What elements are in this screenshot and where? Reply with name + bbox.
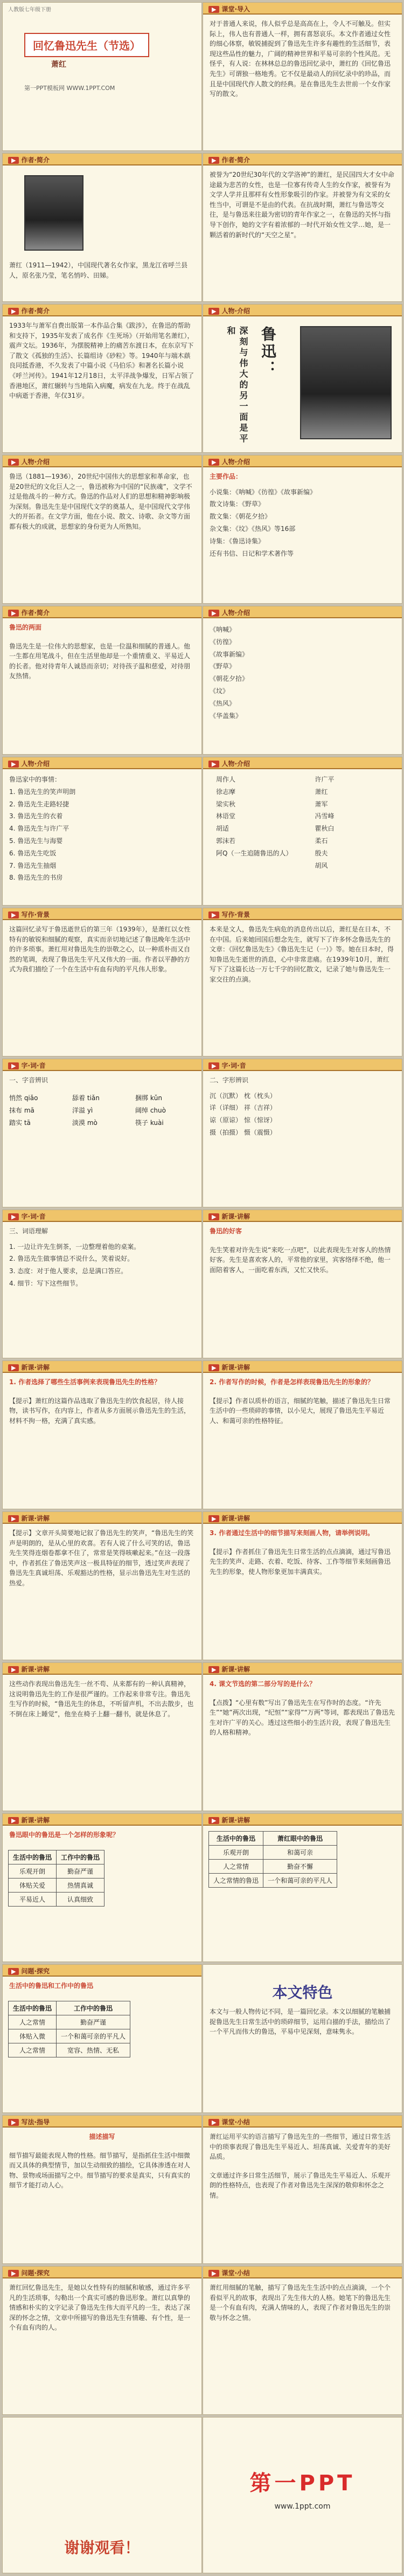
- people-item: 许广平: [315, 776, 335, 783]
- words-slide: [2, 1210, 202, 1358]
- table-cell: 宽容、热情、无私: [57, 2043, 130, 2057]
- pron-item: 捆绑 kǔn: [135, 1094, 162, 1102]
- image2-table: [208, 1831, 337, 1888]
- image-title: 鲁迅眼中的鲁迅是一个怎样的形象呢？: [9, 1831, 120, 1839]
- author-photo: [24, 175, 83, 251]
- luxun-slide: [203, 304, 402, 453]
- writing-title: 描述描写: [89, 2133, 115, 2140]
- luxun-bio-text: 鲁迅（1881—1936），20世纪中国伟大的思想家和革命家，也是20世纪的文化巨人之一，鲁迅被称为中国的“民族魂”，文学不过是他战斗的一种方式。鲁迅的作品对人们的思想和精神影响极为深刻。鲁迅先生是中国现代文学的奠基人，是中国现代文学伟大的开拓者。在文学方面，他在小说、散文、诗歌、杂文等方面都有极大的成就，思想家的身份更为人所熟知。: [9, 473, 192, 530]
- events-slide: [2, 757, 202, 906]
- events-banner: ▶ 人物·介绍: [3, 757, 201, 769]
- people-item: 胡风: [315, 861, 328, 869]
- q4-answer: 【点拨】“心里有数”写出了鲁迅先生在写作时的态度。“许先生”“她”两次出现，“纪恒”“家得”“万两”等词，都表现出了鲁迅先生对许广平的关心。透过这些细小的生活片段，表现了鲁迅先生的人格和精神。: [210, 1698, 395, 1737]
- events-item: 4. 鲁迅先生与许广平: [9, 825, 69, 833]
- works-item: 杂文集：《坟》《热风》等16部: [210, 524, 296, 533]
- author-banner: ▶ 作者·简介: [3, 154, 201, 165]
- q1-slide: [2, 1360, 202, 1509]
- words-item: 1. 一边让许先生倒茶，一边整理着他的桌案。: [9, 1242, 141, 1251]
- background-slide: [2, 908, 202, 1056]
- background2-slide: [203, 908, 402, 1056]
- image2-banner: ▶ 新课·讲解: [203, 1814, 402, 1826]
- table-head: 生活中的鲁迅: [9, 1850, 57, 1864]
- image-slide: [2, 1813, 202, 1962]
- works-banner: ▶ 人物·介绍: [203, 455, 402, 467]
- two-sides-text: 鲁迅先生是一位伟大的思想家，也是一位温和细腻的普通人。他一生都在用笔战斗，但在生活里他却是一个重情重义、平易近人的长者。他对待青年人诚恳而亲切；对待孩子温和慈爱，对待朋友热情。: [9, 642, 191, 680]
- explore-title: 生活中的鲁迅和工作中的鲁迅: [9, 1982, 94, 1990]
- author-bio-banner: ▶ 作者·简介: [203, 154, 402, 165]
- table-cell: 人之常情: [209, 1860, 263, 1874]
- brand-logo: 第一PPT模板网 WWW.1PPT.COM: [24, 85, 115, 92]
- people-item: 阿Q（一生追随鲁迅的人）: [216, 849, 292, 857]
- background-banner: ▶ 写作·背景: [3, 908, 201, 920]
- words-item: 4. 细节：写下这些细节。: [9, 1279, 82, 1287]
- people-item: 柔石: [315, 837, 328, 845]
- works-slide: [203, 455, 402, 604]
- luxun-banner: ▶ 人物·介绍: [203, 305, 402, 316]
- author-bio-slide: [203, 153, 402, 302]
- people-col1: [210, 774, 292, 872]
- luxun-vert-title: 鲁迅：: [259, 326, 277, 378]
- features-text: 本文与一般人物传记不同，是一篇回忆录。本文以细腻的笔触捕捉鲁迅先生日常生活中的琐碎细节，运用白描的手法，描绘出了一个平凡而伟大的鲁迅，平易中见深刻，意味隽永。: [210, 2008, 391, 2036]
- author-caption: 萧红（1911—1942），中国现代著名女作家，黑龙江省呼兰县人，原名张乃莹，笔名悄吟、田娣。: [9, 261, 188, 279]
- words-item: 3. 态度：对于他人要求，总是满口答应。: [9, 1267, 128, 1275]
- works2-item: 《热风》: [210, 699, 236, 707]
- characters-item: 摄（拍摄） 慑（震慑）: [210, 1128, 276, 1136]
- people-item: 梁实秋: [216, 800, 236, 808]
- people-item: 冯雪峰: [315, 812, 335, 820]
- characters-item: 详（详细） 祥（吉祥）: [210, 1104, 276, 1112]
- q1-answer: 【提示】萧红的这篇作品选取了鲁迅先生的饮食起居，待人接物，读书写作，在内容上，作者从多方面展示鲁迅先生的生活，材料不拘一格，充满了真实感。: [9, 1397, 191, 1425]
- q1-banner: ▶ 新课·讲解: [3, 1361, 201, 1373]
- events-item: 鲁迅家中的事情：: [9, 776, 61, 783]
- q4-slide: [203, 1662, 402, 1811]
- table-cell: 勤奋严谨: [57, 2015, 130, 2029]
- image-banner: ▶ 新课·讲解: [3, 1814, 201, 1826]
- luxun-photo: [300, 326, 392, 439]
- table-cell: 人之常情: [9, 2015, 57, 2029]
- table-cell: 平易近人: [9, 1892, 57, 1906]
- image2-slide: [203, 1813, 402, 1962]
- pronunciation-grid: [3, 1090, 201, 1130]
- pron-item: 阔绰 chuò: [135, 1106, 166, 1114]
- intro-slide: [203, 2, 402, 151]
- works2-item: 《故事新编》: [210, 650, 249, 658]
- intro-banner: ▶ 课堂·导入: [203, 3, 402, 15]
- q3-answer: 【提示】作者抓住了鲁迅先生日常生活的点点滴滴，通过写鲁迅先生的笑声、走路、衣着、吃饭、待客、工作等细节来刻画鲁迅先生的形象，使人物形象更加丰满真实。: [210, 1548, 391, 1576]
- table-head: 萧红眼中的鲁迅: [263, 1832, 337, 1846]
- image-table: [8, 1850, 105, 1907]
- works-list: [203, 486, 402, 560]
- people-banner: ▶ 人物·介绍: [203, 757, 402, 769]
- luxun-vert-sub: 深刻与伟大的另一面是平和: [226, 326, 248, 445]
- footer-sub: www.1ppt.com: [274, 2502, 331, 2511]
- summary2-text: 萧红用细腻的笔触，描写了鲁迅先生生活中的点点滴滴，一个个看似平凡的故事，表现出了先生伟大的人格。她笔下的鲁迅先生是一个有血有肉，充满人情味的人，表现了作者对鲁迅先生的崇敬与怀念之情。: [210, 2284, 391, 2322]
- works-item: 小说集：《呐喊》《彷徨》《故事新编》: [210, 488, 317, 496]
- luxun-bio-banner: ▶ 人物·介绍: [3, 455, 201, 467]
- q2-banner: ▶ 新课·讲解: [203, 1361, 402, 1373]
- luxun-bio-slide: [2, 455, 202, 604]
- pron-item: 筷子 kuài: [135, 1118, 164, 1127]
- two-sides-sub: 鲁迅的两面: [9, 624, 42, 631]
- two-sides-banner: ▶ 作者·简介: [3, 606, 201, 618]
- works2-item: 《呐喊》: [210, 626, 236, 633]
- author-bio2-slide: [2, 304, 202, 453]
- people-item: 徐志摩: [216, 788, 236, 796]
- characters-list: [203, 1090, 402, 1139]
- words-title: 三、词语理解: [9, 1227, 48, 1235]
- table-cell: 一个和蔼可亲的平凡人: [57, 2029, 130, 2043]
- background2-banner: ▶ 写作·背景: [203, 908, 402, 920]
- people-col2: [308, 774, 334, 872]
- table-cell: 体贴入微: [9, 2029, 57, 2043]
- summary-slide: [203, 2115, 402, 2264]
- characters-item: 沉（沉默） 枕（枕头）: [210, 1092, 276, 1100]
- events-item: 3. 鲁迅先生的衣着: [9, 812, 63, 820]
- pronunciation-title: 一、字音辨识: [9, 1076, 48, 1084]
- works2-item: 《坟》: [210, 687, 229, 695]
- features-title: 本文特色: [272, 1984, 333, 2001]
- table-head: 生活中的鲁迅: [209, 1832, 263, 1846]
- words-item: 2. 鲁迅先生做事情总不说什么，笑着说好。: [9, 1255, 134, 1263]
- works2-item: 《彷徨》: [210, 638, 236, 646]
- table-cell: 勤奋不懈: [263, 1860, 337, 1874]
- works2-item: 《野草》: [210, 662, 236, 671]
- characters-item: 谅（原谅） 惊（惊讶）: [210, 1116, 276, 1124]
- table-head: 生活中的鲁迅: [9, 2001, 57, 2015]
- characters-title: 二、字形辨识: [210, 1076, 249, 1084]
- works-item: 诗集：《鲁迅诗集》: [210, 537, 265, 545]
- pron-item: 悄然 qiǎo: [9, 1094, 38, 1102]
- events-item: 8. 鲁迅先生的书房: [9, 874, 63, 882]
- top-tag: 人教版七年级下册: [8, 7, 51, 13]
- pron-item: 抹布 mā: [9, 1106, 34, 1114]
- table-cell: 认真细致: [57, 1892, 105, 1906]
- q2-question: 2. 作者写作的时候，作者是怎样表现鲁迅先生的形象的？: [210, 1378, 374, 1386]
- cover-author: 萧红: [51, 60, 66, 69]
- q3-slide: [203, 1511, 402, 1660]
- table-cell: 勤奋严谨: [57, 1864, 105, 1878]
- works-title: 主要作品：: [210, 473, 242, 480]
- events-item: 1. 鲁迅先生的笑声明朗: [9, 788, 76, 796]
- works2-banner: ▶ 人物·介绍: [203, 606, 402, 618]
- work-text: 这些动作表现出鲁迅先生一丝不苟、从来都有的一种认真精神，这说明鲁迅先生的工作是很严谨的。工作起来非常专注。鲁迅先生写作的时候，“鲁迅先生的休息，不听留声机，不出去散步，也不倒在床上睡觉”，他坐在椅子上翻一翻书，就是休息了。: [9, 1680, 194, 1718]
- hint-slide: [2, 1511, 202, 1660]
- q3-question: 3. 作者通过生活中的细节描写来刻画人物，请举例说明。: [210, 1529, 374, 1537]
- cover-slide: [2, 2, 202, 151]
- summary-text: 萧红运用平实的语言描写了鲁迅先生的一些细节，通过日常生活中的琐事表现了鲁迅先生平易近人、坦荡真诚、关爱青年的美好品质。: [210, 2133, 391, 2161]
- background-text: 这篇回忆录写于鲁迅逝世后的第三年（1939年），是萧红以女性特有的敏锐和细腻的观察，真实而亲切地记述了鲁迅晚年生活中的许多琐事。萧红用对鲁迅先生的崇敬之心，以一种质朴而又自然的笔调，表现了鲁迅先生平凡又伟大的一面。作者以平静的方式为我们描绘了一个在生活中有血有肉的平凡伟人形象。: [9, 926, 191, 973]
- pron-item: 舔着 tiǎn: [72, 1094, 100, 1102]
- summary-right-text: 文章通过许多日常生活细节，展示了鲁迅先生平易近人、乐观开朗的性格特点，也表现了作者对鲁迅先生深深的敬仰和怀念之情。: [210, 2171, 391, 2199]
- explore2-text: 萧红回忆鲁迅先生，是她以女性特有的细腻和敏感，通过许多平凡的生活琐事，勾勒出一个真实可感的鲁迅形象。萧红以真挚的情感和朴实的文字记录了鲁迅先生伟大而平凡的一生，表达了深深的怀念之情，文章中所描写的鲁迅先生有情趣、有个性，是一个有血有肉的人。: [9, 2284, 191, 2332]
- people-columns: [203, 769, 402, 876]
- people-item: 林语堂: [216, 812, 236, 820]
- q2-slide: [203, 1360, 402, 1509]
- events-item: 6. 鲁迅先生吃饭: [9, 849, 57, 857]
- explore2-slide: [2, 2266, 202, 2415]
- table-head: 工作中的鲁迅: [57, 1850, 105, 1864]
- table-cell: 一个和蔼可亲的平凡人: [263, 1874, 337, 1888]
- thanks-text: 谢谢观看！: [64, 2539, 140, 2557]
- people-item: 周作人: [216, 776, 236, 783]
- writing-banner: ▶ 写法·指导: [3, 2116, 201, 2128]
- background2-text: 本来是文人，鲁迅先生病危的消息传出以后，萧红是在日本，不在中国。后来她回国后想念先生，就写下了许多怀念鲁迅先生的文章：《回忆鲁迅先生》《鲁迅先生记（一）》等。她在日本时，得知鲁迅先生逝世的消息，心中非常悲痛。在1939年10月，萧红写下了这篇长达一万七千字的回忆散文，记录了她与鲁迅先生一家交往的点滴。: [210, 926, 394, 983]
- author-bio2-banner: ▶ 作者·简介: [3, 305, 201, 316]
- features-slide: [203, 1964, 402, 2113]
- author-bio-text: 被誉为“20世纪30年代的文学洛神”的萧红，是民国四大才女中命途最为悲苦的女性，也是一位寡有传奇人生的女作家，被誉有为文学人学并且那样有女性形象吸引的作家。并被誉为有文采的女性当中，可谓是不是由的代表。在抗战时期，萧红与鲁迅等交往，是与鲁迅来往最为密切的青年作家之一，在鲁迅的关怀与指导下创作，她的文字有着浓郁的一时代开始女性文学…她，是一颗活着的新时代的“天空之星”。: [210, 171, 394, 239]
- table-cell: 热情真诚: [57, 1878, 105, 1892]
- words-list: [3, 1241, 201, 1290]
- works-item: 还有书信、日记和学术著作等: [210, 549, 294, 557]
- people-item: 殷夫: [315, 849, 328, 857]
- hint-banner: ▶ 新课·讲解: [3, 1512, 201, 1524]
- pron-item: 踏实 tā: [9, 1118, 31, 1127]
- works2-item: 《华盖集》: [210, 712, 242, 720]
- events-item: 2. 鲁迅先生走路轻捷: [9, 800, 69, 808]
- work-slide: [2, 1662, 202, 1811]
- people-item: 郭沫若: [216, 837, 236, 845]
- pronunciation-banner: ▶ 字·词·音: [3, 1059, 201, 1071]
- hospitality-title: 鲁迅的好客: [210, 1227, 242, 1235]
- words-banner: ▶ 字·词·音: [3, 1210, 201, 1222]
- explore2-banner: ▶ 问题·探究: [3, 2267, 201, 2278]
- writing-text: 细节描写最能表现人物的性格。细节描写，是指抓住生活中细微而又具体的典型情节，加以生动细致的描绘，它具体渗透在对人物、景物或场面描写之中。细节描写的要求是真实，只有真实的细节才能打动人心。: [9, 2151, 191, 2190]
- q4-banner: ▶ 新课·讲解: [203, 1663, 402, 1675]
- author-bio2-text: 1933年与萧军自费出版第一本作品合集《跋涉》，在鲁迅的帮助和支持下，1935年发表了成名作《生死场》（开始用笔名萧红），震声文坛。1936年，为摆脱精神上的痛苦东渡日本，在东京写下了散文《孤独的生活》、长篇组诗《砂粒》等。1940年与端木蕻良同抵香港，不久发表了中篇小说《马伯乐》和著名长篇小说《呼兰河传》。1941年12月18日，太平洋战争爆发，日军占领了香港地区，萧红辗转与当地陷入病魔，病发在九龙。终于在战乱中病逝于香港，年仅31岁。: [9, 322, 194, 400]
- summary-banner: ▶ 课堂·小结: [203, 2116, 402, 2128]
- q2-answer: 【提示】作者以质朴的语言，细腻的笔触，描述了鲁迅先生日常生活中的一些琐碎的事情，以小见大，展现了鲁迅先生平易近人、和蔼可亲的性格特征。: [210, 1397, 391, 1425]
- logo-slide: [203, 2417, 402, 2573]
- people-item: 萧红: [315, 788, 328, 796]
- table-cell: 和蔼可亲: [263, 1846, 337, 1860]
- footer-logo: 第一PPT: [249, 2471, 356, 2496]
- table-cell: 乐观开朗: [209, 1846, 263, 1860]
- summary2-slide: [203, 2266, 402, 2415]
- thanks-slide: [2, 2417, 202, 2573]
- table-cell: 乐观开朗: [9, 1864, 57, 1878]
- people-item: 萧军: [315, 800, 328, 808]
- works2-item: 《朝花夕拾》: [210, 675, 249, 683]
- people-item: 瞿秋白: [315, 825, 335, 833]
- table-cell: 人之常情的鲁迅: [209, 1874, 263, 1888]
- hint-text: 【提示】文章开头简要地记叙了鲁迅先生的笑声，“鲁迅先生的笑声是明朗的，是从心里的欢喜。若有人说了什么可笑的话，鲁迅先生笑得连烟卷都拿不住了，常常是笑得咳嗽起来。”在这一段落中，作者抓住了鲁迅笑声这一极具特征的细节，透过笑声表现了鲁迅先生真诚坦荡、乐观豁达的性格，显示出鲁迅先生对生活的热爱。: [9, 1529, 194, 1587]
- characters-banner: ▶ 字·词·音: [203, 1059, 402, 1071]
- pron-item: 洋溢 yì: [72, 1106, 93, 1114]
- work-banner: ▶ 新课·讲解: [3, 1663, 201, 1675]
- people-slide: [203, 757, 402, 906]
- pronunciation-slide: [2, 1059, 202, 1207]
- two-sides-slide: [2, 606, 202, 755]
- works2-slide: [203, 606, 402, 755]
- people-item: 胡适: [216, 825, 229, 833]
- writing-slide: [2, 2115, 202, 2264]
- table-cell: 体贴关爱: [9, 1878, 57, 1892]
- summary2-banner: ▶ 课堂·小结: [203, 2267, 402, 2278]
- works2-list: [203, 624, 402, 722]
- explore-banner: ▶ 问题·探究: [3, 1965, 201, 1977]
- q1-question: 1. 作者选择了哪些生活事例来表现鲁迅先生的性格？: [9, 1378, 161, 1386]
- table-cell: 人之常情: [9, 2043, 57, 2057]
- hospitality-banner: ▶ 新课·讲解: [203, 1210, 402, 1222]
- explore-slide: [2, 1964, 202, 2113]
- explore-table: [8, 2001, 130, 2057]
- cover-title: 回忆鲁迅先生（节选）: [24, 33, 149, 57]
- works-item: 散文集：《朝花夕拾》: [210, 513, 271, 521]
- q3-banner: ▶ 新课·讲解: [203, 1512, 402, 1524]
- hospitality-text: 先生笑着对许先生说“来吃一点吧”，以此表现先生对客人的热情好客。先生是喜欢客人的，平常他的家里，宾客络绎不绝，他一面陪着客人，一面吃着东西，又忙又快乐。: [210, 1246, 391, 1274]
- events-list: [3, 774, 201, 884]
- characters-slide: [203, 1059, 402, 1207]
- table-head: 工作中的鲁迅: [57, 2001, 130, 2015]
- events-item: 7. 鲁迅先生抽烟: [9, 861, 57, 869]
- hospitality-slide: [203, 1210, 402, 1358]
- author-intro-slide: [2, 153, 202, 302]
- events-item: 5. 鲁迅先生与海婴: [9, 837, 63, 845]
- intro-text: 对于普通人来说，伟人似乎总是高高在上，令人不可触及。但实际上，伟人也有普通人一样，拥有喜怒哀乐。本文作者通过女性的细心体察，敏锐捕捉到了鲁迅先生许多有趣性的生活细节，表现这些品性的魅力，广阔的精神世界和平易可亲的个性风范。无怪乎，有人说：在林林总总的鲁迅回忆录中，萧红的《回忆鲁迅先生》可谓独一格地秀。它不仅是最动人的回忆录中的珍品，而且是中国现代作人散文的经典。是在鲁迅先生去世前一个女作家写的散文。: [210, 20, 391, 98]
- banner-tag: ▶: [208, 6, 219, 13]
- pron-item: 淡漠 mò: [72, 1118, 97, 1127]
- q4-question: 4. 课文节选的第二部分写的是什么？: [210, 1680, 316, 1688]
- works-item: 散文诗集：《野草》: [210, 500, 265, 508]
